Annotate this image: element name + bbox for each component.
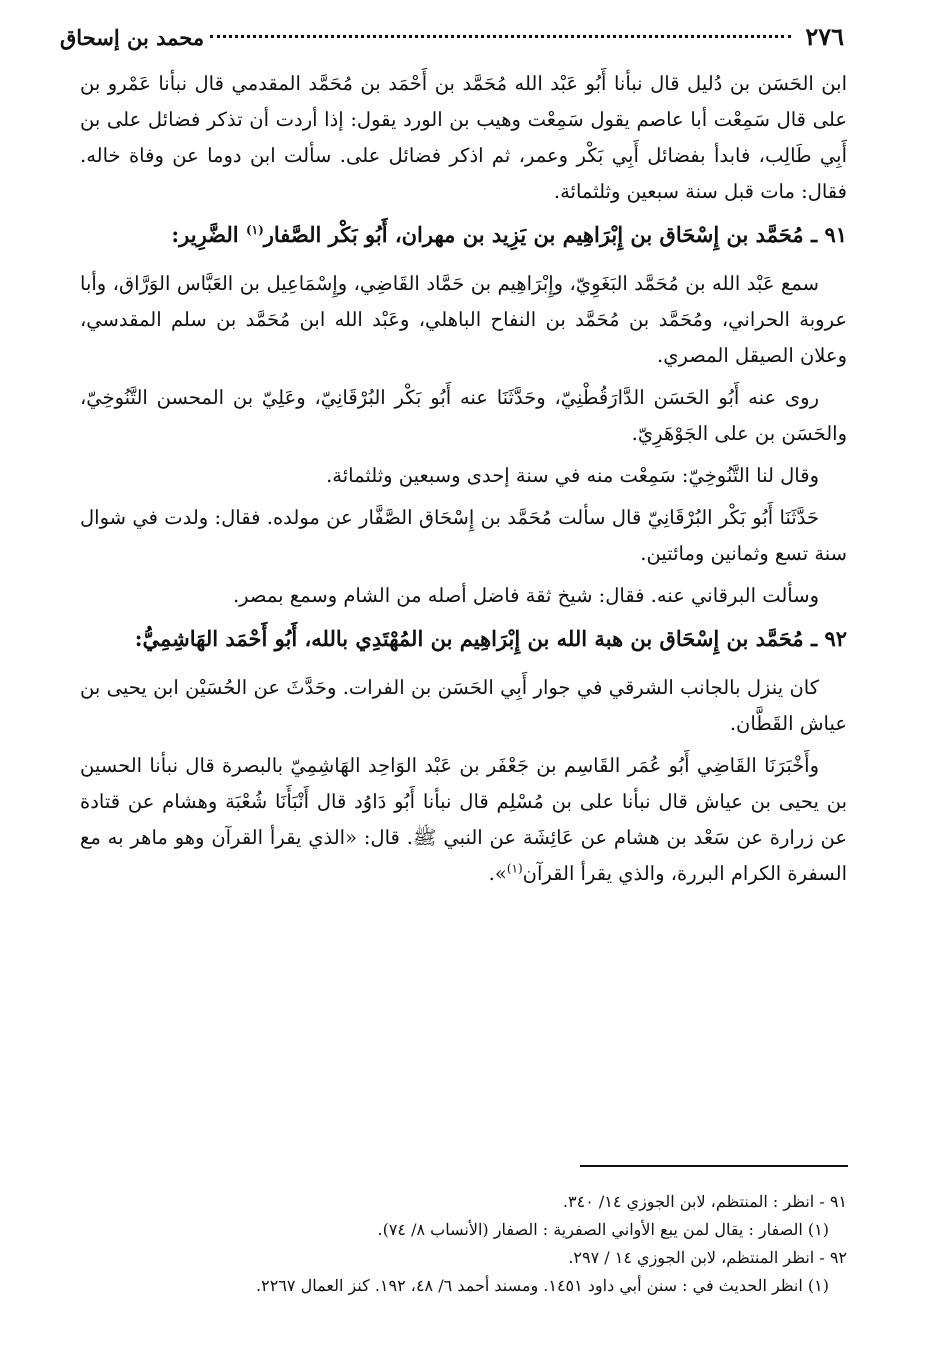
paragraph-text-end: ». [488,862,507,885]
paragraph: سمع عَبْد الله بن مُحَمَّد البَغَوِيّ، وإِبْرَاهِيم بن حَمَّاد القَاضِي، وإِسْمَاعِيل بن العَبَّاس الوَرَّاق، وأبا عروبة الحراني، ومُحَمَّد بن مُحَمَّد بن النفاح الباهلي، وعَبْد الله ابن مُحَمَّد بن سلم المقدسي، وعلان الصيقل المصري. [80,272,847,367]
paragraph-text: وأَخْبَرَنَا القَاضِي أَبُو عُمَر القَاسِم بن جَعْفَر بن عَبْد الوَاحِد الهَاشِمِيّ بالبصرة قال نبأنا الحسين بن يحيى بن عياش قال نبأنا على بن مُسْلِم قال نبأنا أَبُو دَاوُد قال أَنْبَأَنَا شُعْبَة وهشام عن قتادة عن زرارة عن سَعْد بن هشام عن عَائِشَة عن النبي ﷺ. قال: «الذي يقرأ القرآن وهو ماهر به مع السفرة الكرام البررة، والذي يقرأ القرآن [80,754,847,885]
footnote-marker: (١) [245,223,264,237]
page-number: ٢٧٦ [805,22,844,51]
footnote-divider [580,1165,848,1167]
paragraph: كان ينزل بالجانب الشرقي في جوار أَبِي الحَسَن بن الفرات. وحَدَّثَ عن الحُسَيْن ابن يحيى بن عياش القَطَّان. [80,676,847,735]
page-header [60,22,844,58]
paragraph: روى عنه أَبُو الحَسَن الدَّارَقُطْنِيّ، وحَدَّثَنَا عنه أَبُو بَكْر البُرْقَانِيّ، وعَلِيّ بن المحسن التَّنُوخِيّ، والحَسَن بن على الجَوْهَرِيّ. [80,386,847,445]
running-title: محمد بن إسحاق [60,25,205,50]
entry-heading-92: ٩٢ ـ مُحَمَّد بن إِسْحَاق بن هبة الله بن إِبْرَاهِيم بن المُهْتَدِي بالله، أَبُو أَحْمَد الهَاشِمِيُّ: [134,626,847,651]
paragraph: ابن الحَسَن بن دُليل قال نبأنا أَبُو عَبْد الله مُحَمَّد بن أَحْمَد بن مُحَمَّد المقدمي قال نبأنا عَمْرو بن على قال سَمِعْت أبا عاصم يقول سَمِعْت وهيب بن الورد يقول: إذا أردت أن تذكر فضائل على بن أَبِي طَالِب، فابدأ بفضائل أَبِي بَكْر وعمر، ثم اذكر فضائل على. سألت ابن دوما عن وفاة خاله. فقال: مات قبل سنة سبعين وثلثمائة. [80,72,847,203]
footnote: (١) انظر الحديث في : سنن أبي داود ١٤٥١. ومسند أحمد ٦/ ٤٨، ١٩٢. كنز العمال ٢٢٦٧. [256,1276,829,1295]
paragraph: وسألت البرقاني عنه. فقال: شيخ ثقة فاضل أصله من الشام وسمع بمصر. [232,584,819,607]
entry-heading-text-end: الضَّرِير: [171,222,239,247]
entry-heading-text: ٩١ ـ مُحَمَّد بن إِسْحَاق بن إِبْرَاهِيم بن يَزِيد بن مهران، أَبُو بَكْر الصَّفار [263,222,847,247]
footnote: (١) الصفار : يقال لمن يبع الأواني الصفرية : الصفار (الأنساب ٨/ ٧٤). [377,1220,829,1239]
main-text [80,66,847,898]
paragraph: حَدَّثَنَا أَبُو بَكْر البُرْقَانِيّ قال سألت مُحَمَّد بن إِسْحَاق الصَّفَّار عن مولده. فقال: ولدت في شوال سنة تسع وثمانين ومائتين. [80,506,847,565]
footnote: ٩١ - انظر : المنتظم، لابن الجوزي ١٤/ ٣٤٠. [562,1192,847,1211]
footnotes [80,1188,847,1300]
leader-dots [210,35,791,38]
footnote: ٩٢ - انظر المنتظم، لابن الجوزي ١٤ / ٢٩٧. [568,1248,847,1267]
paragraph [80,748,847,892]
entry-heading-91 [80,216,847,254]
paragraph: وقال لنا التَّنُوخِيّ: سَمِعْت منه في سنة إحدى وسبعين وثلثمائة. [326,464,819,487]
footnote-marker: (١) [506,861,523,876]
